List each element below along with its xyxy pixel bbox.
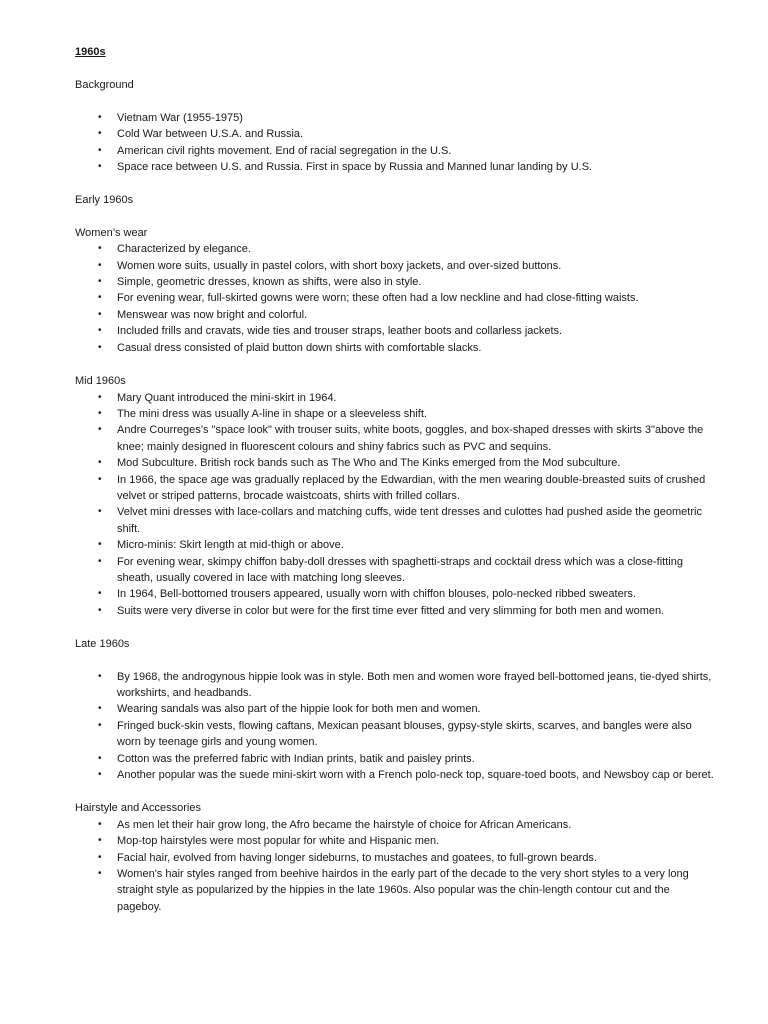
bullet-icon: • [98, 769, 102, 781]
list-item [75, 669, 715, 702]
bullet-icon: • [98, 161, 102, 173]
list-item [75, 817, 715, 833]
list-item-text: Menswear was now bright and colorful. [117, 308, 308, 321]
bullet-icon: • [98, 555, 102, 567]
bullet-icon: • [98, 276, 102, 288]
list-item [75, 258, 715, 274]
mid-list [75, 390, 715, 620]
list-item-text: Mary Quant introduced the mini-skirt in 1964. [117, 391, 337, 404]
list-item [75, 767, 715, 783]
list-item-text: Simple, geometric dresses, known as shifts, were also in style. [117, 276, 422, 289]
list-item-text: Another popular was the suede mini-skirt worn with a French polo-neck top, square-toed boots, and Newsboy cap or beret. [117, 769, 714, 782]
hair-list [75, 817, 715, 915]
list-item-text: Andre Courreges’s "space look" with trouser suits, white boots, goggles, and box-shaped dresses with skirts 3"above the knee; mainly designed in fluorescent colours and shiny fabrics such as PVC and sequins. [117, 424, 704, 453]
list-item-text: For evening wear, full-skirted gowns were worn; these often had a low neckline and had close-fitting waists. [117, 292, 639, 305]
list-item [75, 340, 715, 356]
bullet-icon: • [98, 243, 102, 255]
list-item [75, 472, 715, 505]
list-item-text: Micro-minis: Skirt length at mid-thigh or above. [117, 539, 344, 552]
section-heading-late: Late 1960s [75, 638, 130, 651]
bullet-icon: • [98, 308, 102, 320]
list-item [75, 110, 715, 126]
bullet-icon: • [98, 128, 102, 140]
late-list [75, 669, 715, 784]
list-item-text: Cold War between U.S.A. and Russia. [117, 128, 304, 141]
list-item-text: Facial hair, evolved from having longer sideburns, to mustaches and goatees, to full-grown beards. [117, 851, 597, 864]
list-item [75, 586, 715, 602]
bullet-icon: • [98, 719, 102, 731]
bullet-icon: • [98, 752, 102, 764]
list-item [75, 554, 715, 587]
bullet-icon: • [98, 341, 102, 353]
document-body [75, 44, 715, 915]
bullet-icon: • [98, 506, 102, 518]
bullet-icon: • [98, 588, 102, 600]
bullet-icon: • [98, 539, 102, 551]
list-item-text: For evening wear, skimpy chiffon baby-doll dresses with spaghetti-straps and cocktail dress which was a close-fitting sheath, usually covered in lace with matching long sleeves. [117, 555, 683, 584]
list-item-text: The mini dress was usually A-line in shape or a sleeveless shift. [117, 407, 427, 420]
list-item-text: Space race between U.S. and Russia. First in space by Russia and Manned lunar landing by U.S. [117, 161, 593, 174]
list-item-text: In 1966, the space age was gradually replaced by the Edwardian, with the men wearing double-breasted suits of crushed velvet or striped patterns, brocade waistcoats, shirts with frilled collars. [117, 473, 706, 502]
list-item [75, 504, 715, 537]
list-item-text: Casual dress consisted of plaid button down shirts with comfortable slacks. [117, 341, 482, 354]
bullet-icon: • [98, 604, 102, 616]
list-item-text: In 1964, Bell-bottomed trousers appeared, usually worn with chiffon blouses, polo-necked ribbed sweaters. [117, 588, 636, 601]
section-heading-early: Early 1960s [75, 194, 134, 207]
section-heading-hair: Hairstyle and Accessories [75, 802, 201, 815]
background-list [75, 110, 715, 176]
list-item [75, 406, 715, 422]
bullet-icon: • [98, 868, 102, 880]
list-item [75, 751, 715, 767]
list-item-text: Fringed buck-skin vests, flowing caftans, Mexican peasant blouses, gypsy-style skirts, scarves, and bangles were also worn by teenage girls and young women. [117, 719, 692, 749]
list-item [75, 143, 715, 159]
list-item [75, 455, 715, 471]
list-item [75, 307, 715, 323]
bullet-icon: • [98, 111, 102, 123]
bullet-icon: • [98, 292, 102, 304]
list-item-text: As men let their hair grow long, the Afro became the hairstyle of choice for African Americans. [117, 818, 572, 831]
list-item [75, 866, 715, 915]
list-item [75, 537, 715, 553]
list-item [75, 290, 715, 306]
list-item-text: Velvet mini dresses with lace-collars and matching cuffs, wide tent dresses and culottes had pushed aside the geometric shift. [117, 506, 702, 535]
list-item-text: By 1968, the androgynous hippie look was in style. Both men and women wore frayed bell-bottomed jeans, tie-dyed shirts, workshirts, and headbands. [117, 670, 712, 699]
list-item [75, 833, 715, 849]
list-item [75, 274, 715, 290]
bullet-icon: • [98, 391, 102, 403]
early-list [75, 241, 715, 356]
list-item-text: Mop-top hairstyles were most popular for white and Hispanic men. [117, 835, 440, 848]
bullet-icon: • [98, 473, 102, 485]
list-item [75, 718, 715, 751]
list-item-text: Mod Subculture. British rock bands such as The Who and The Kinks emerged from the Mod subculture. [117, 457, 621, 470]
list-item [75, 159, 715, 175]
list-item [75, 390, 715, 406]
bullet-icon: • [98, 670, 102, 682]
bullet-icon: • [98, 851, 102, 863]
list-item-text: Cotton was the preferred fabric with Indian prints, batik and paisley prints. [117, 752, 475, 765]
list-item-text: Women's hair styles ranged from beehive hairdos in the early part of the decade to the very short styles to a very long straight style as popularized by the hippies in the late 1960s. Also popular was the chin-length contour cut and the pageboy. [117, 868, 689, 913]
list-item-text: Characterized by elegance. [117, 243, 251, 256]
section-heading-background: Background [75, 79, 134, 92]
bullet-icon: • [98, 457, 102, 469]
bullet-icon: • [98, 703, 102, 715]
bullet-icon: • [98, 835, 102, 847]
list-item-text: Included frills and cravats, wide ties and trouser straps, leather boots and collarless jackets. [117, 325, 563, 338]
bullet-icon: • [98, 259, 102, 271]
bullet-icon: • [98, 818, 102, 830]
list-item [75, 126, 715, 142]
bullet-icon: • [98, 407, 102, 419]
section-heading-mid: Mid 1960s [75, 375, 126, 388]
bullet-icon: • [98, 424, 102, 436]
list-item-text: Suits were very diverse in color but were for the first time ever fitted and very slimming for both men and women. [117, 604, 665, 617]
bullet-icon: • [98, 325, 102, 337]
list-item-text: Women wore suits, usually in pastel colors, with short boxy jackets, and over-sized buttons. [117, 259, 562, 272]
list-item-text: Vietnam War (1955-1975) [117, 111, 243, 124]
list-item [75, 850, 715, 866]
subheading-womens-wear: Women’s wear [75, 226, 148, 239]
list-item [75, 323, 715, 339]
bullet-icon: • [98, 144, 102, 156]
list-item [75, 701, 715, 717]
list-item-text: American civil rights movement. End of racial segregation in the U.S. [117, 144, 452, 157]
document-title: 1960s [75, 46, 106, 58]
list-item [75, 422, 715, 455]
list-item [75, 241, 715, 257]
list-item-text: Wearing sandals was also part of the hippie look for both men and women. [117, 703, 481, 716]
list-item [75, 603, 715, 619]
